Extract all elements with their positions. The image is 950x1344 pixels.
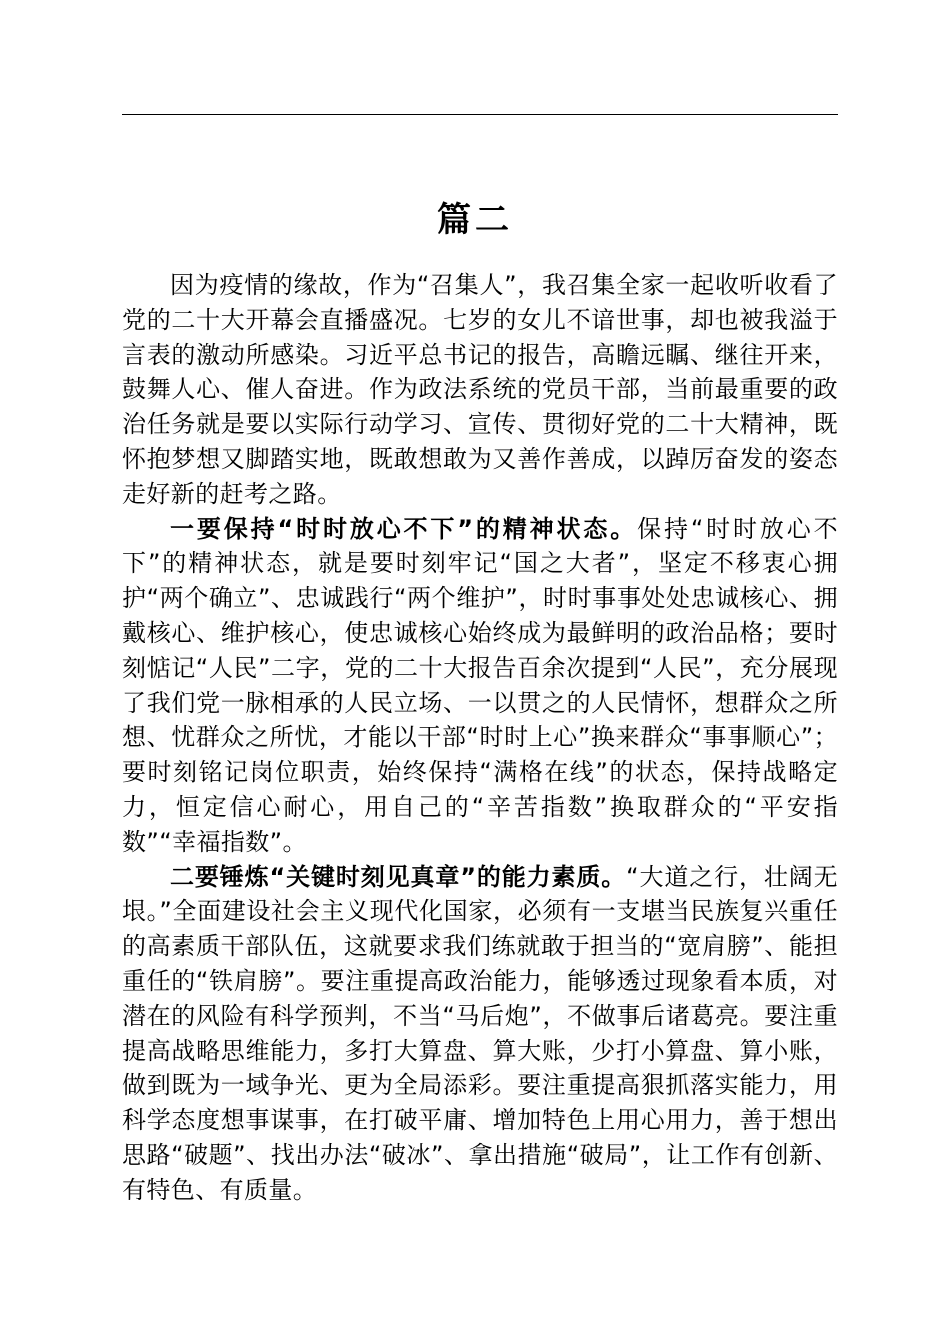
- paragraph-text: “大道之行，壮阔无垠。”全面建设社会主义现代化国家，必须有一支堪当民族复兴重任的高素质干部队伍，这就要求我们练就敢于担当的“宽肩膀”、能担重任的“铁肩膀”。要注重提高政治能力，能够透过现象看本质，对潜在的风险有科学预判，不当“马后炮”，不做事后诸葛亮。要注重提高战略思维能力，多打大算盘、算大账，少打小算盘、算小账，做到既为一域争光、更为全局添彩。要注重提高狠抓落实能力，用科学态度想事谋事，在打破平庸、增加特色上用心用力，善于想出思路“破题”、找出办法“破冰”、拿出措施“破局”，让工作有创新、有特色、有质量。: [122, 862, 838, 1204]
- paragraph-intro: [122, 268, 838, 512]
- document-body: [122, 268, 838, 1208]
- paragraph-point-two: [122, 860, 838, 1208]
- paragraph-text: 保持“时时放心不下”的精神状态，就是要时刻牢记“国之大者”，坚定不移衷心拥护“两个确立”、忠诚践行“两个维护”，时时事事处处忠诚核心、拥戴核心、维护核心，使忠诚核心始终成为最鲜明的政治品格；要时刻惦记“人民”二字，党的二十大报告百余次提到“人民”，充分展现了我们党一脉相承的人民立场、一以贯之的人民情怀，想群众之所想、忧群众之所忧，才能以干部“时时上心”换来群众“事事顺心”；要时刻铭记岗位职责，始终保持“满格在线”的状态，保持战略定力，恒定信心耐心，用自己的“辛苦指数”换取群众的“平安指数”“幸福指数”。: [122, 514, 838, 856]
- paragraph-point-one: [122, 512, 838, 860]
- paragraph-text: 因为疫情的缘故，作为“召集人”，我召集全家一起收听收看了党的二十大开幕会直播盛况。七岁的女儿不谙世事，却也被我溢于言表的激动所感染。习近平总书记的报告，高瞻远瞩、继往开来，鼓舞人心、催人奋进。作为政法系统的党员干部，当前最重要的政治任务就是要以实际行动学习、宣传、贯彻好党的二十大精神，既怀抱梦想又脚踏实地，既敢想敢为又善作善成，以踔厉奋发的姿态走好新的赶考之路。: [122, 271, 838, 508]
- section-title: 篇二: [437, 199, 513, 240]
- header-rule: [122, 114, 838, 115]
- paragraph-lead: 二要锤炼“关键时刻见真章”的能力素质。: [170, 862, 627, 891]
- paragraph-lead: 一要保持“时时放心不下”的精神状态。: [170, 514, 638, 543]
